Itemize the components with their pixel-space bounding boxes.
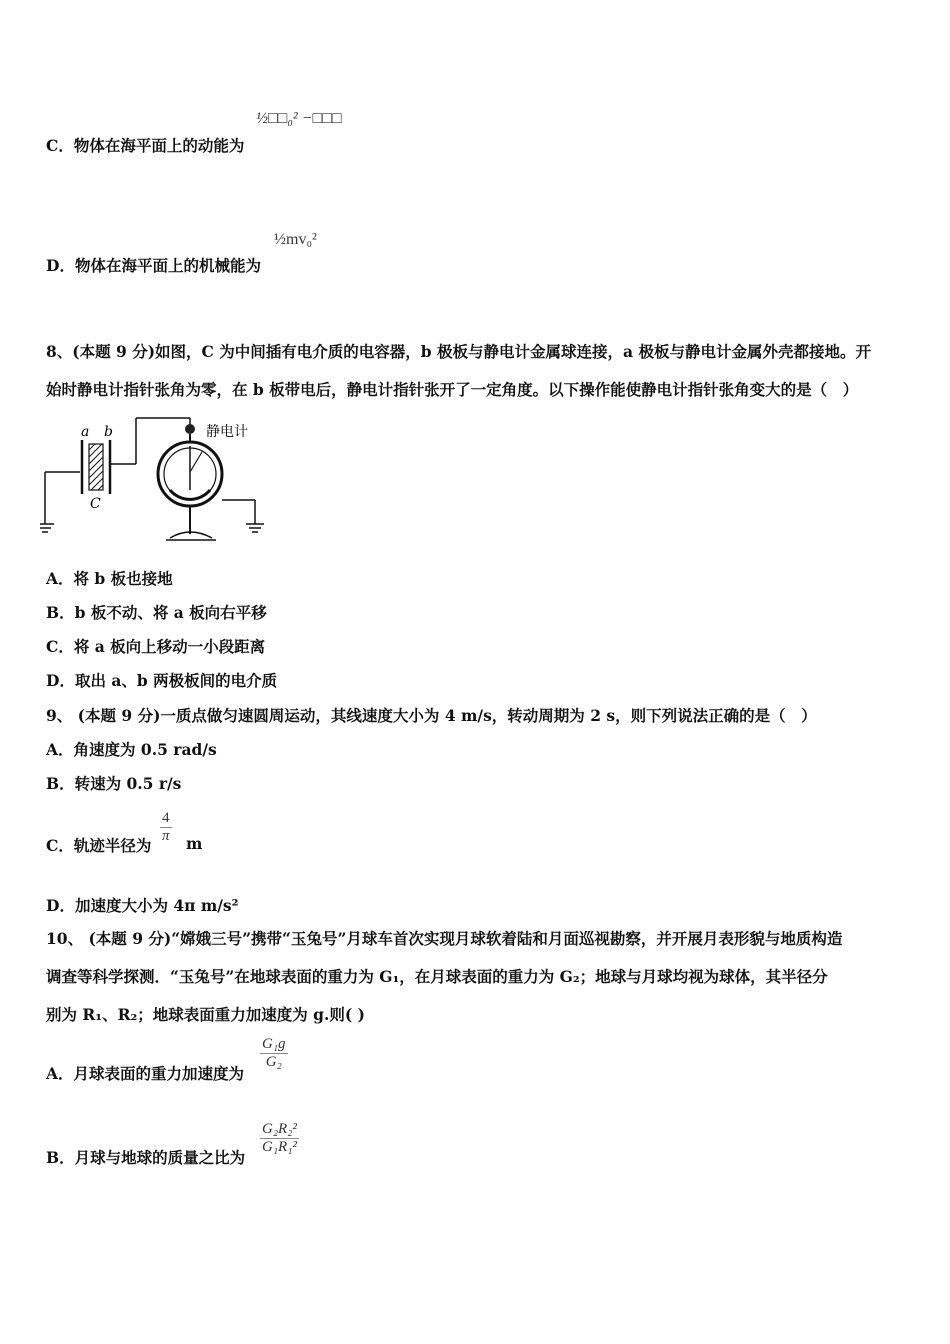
q9-option-c-fraction bbox=[160, 810, 172, 845]
q10-stem-line3: 别为 R₁、R₂；地球表面重力加速度为 g.则( ) bbox=[46, 1005, 365, 1024]
q9-option-b: B．转速为 0.5 r/s bbox=[46, 774, 182, 793]
label-a: a bbox=[81, 424, 90, 440]
q10-option-a-den: G₂ bbox=[265, 1054, 282, 1070]
q10-stem-line2: 调查等科学探测．“玉兔号”在地球表面的重力为 G₁，在月球表面的重力为 G₂；地球与月球均视为球体，其半径分 bbox=[46, 967, 828, 986]
q7-option-d-formula: ½mv₀² bbox=[274, 231, 317, 248]
q7-option-d bbox=[46, 254, 261, 276]
q8-stem-line1: 8、(本题 9 分)如图，C 为中间插有电介质的电容器，b 极板与静电计金属球连接，a 极板与静电计金属外壳都接地。开 bbox=[46, 342, 871, 361]
q7-option-c bbox=[46, 134, 244, 156]
left-ground-symbol bbox=[40, 524, 54, 532]
q9-option-a: A．角速度为 0.5 rad/s bbox=[46, 740, 217, 759]
q7-option-c-label: C．物体在海平面上的动能为 bbox=[46, 136, 245, 155]
q8-stem-line2: 始时静电计指针张角为零，在 b 板带电后，静电计指针张开了一定角度。以下操作能使静电计指针张角变大的是（ ） bbox=[46, 380, 859, 399]
q10-option-b-den: G₁R₁² bbox=[262, 1139, 297, 1155]
q8-options bbox=[46, 562, 916, 698]
q9-stem: 9、 (本题 9 分)一质点做匀速圆周运动，其线速度大小为 4 m/s，转动周期为 2 s，则下列说法正确的是（ ） bbox=[46, 706, 817, 725]
q10-option-b-fraction bbox=[260, 1121, 299, 1156]
label-electrometer: 静电计 bbox=[206, 424, 248, 440]
q10-option-b bbox=[46, 1146, 245, 1168]
q8-figure bbox=[40, 412, 280, 552]
q10-stem bbox=[46, 920, 916, 1034]
right-ground-symbol bbox=[246, 524, 264, 532]
q8-option-c: C．将 a 板向上移动一小段距离 bbox=[46, 637, 266, 656]
q8-stem bbox=[46, 333, 916, 409]
q7-option-d-label: D．物体在海平面上的机械能为 bbox=[46, 256, 261, 275]
q9-option-d: D．加速度大小为 4π m/s² bbox=[46, 896, 239, 915]
q8-option-b: B．b 板不动、将 a 板向右平移 bbox=[46, 603, 267, 622]
q9 bbox=[46, 699, 916, 801]
q9-option-c-num: 4 bbox=[160, 810, 172, 828]
q8-option-a: A．将 b 板也接地 bbox=[46, 569, 173, 588]
electrometer-ball bbox=[185, 424, 195, 434]
q10-stem-line1: 10、 (本题 9 分)“嫦娥三号”携带“玉兔号”月球车首次实现月球软着陆和月面巡视勘察，并开展月表形貌与地质构造 bbox=[46, 929, 843, 948]
q9-option-c-label: C．轨迹半径为 bbox=[46, 836, 152, 855]
q10-option-b-label: B．月球与地球的质量之比为 bbox=[46, 1148, 246, 1167]
q9-option-c-unit: m bbox=[186, 834, 203, 853]
q10-option-b-num: G₂R₂² bbox=[262, 1121, 297, 1137]
q7-option-c-formula: ½□□₀² −□□□ bbox=[256, 110, 342, 127]
label-c: C bbox=[90, 496, 101, 512]
q9-option-c bbox=[46, 834, 151, 856]
q10-option-a-fraction bbox=[260, 1036, 288, 1071]
q8-option-d: D．取出 a、b 两极板间的电介质 bbox=[46, 671, 278, 690]
q10-option-a bbox=[46, 1062, 244, 1084]
label-b: b bbox=[104, 424, 113, 440]
q10-option-a-label: A．月球表面的重力加速度为 bbox=[46, 1064, 245, 1083]
q10-option-a-num: G₁g bbox=[262, 1036, 286, 1052]
q9-option-c-den: π bbox=[162, 828, 170, 844]
